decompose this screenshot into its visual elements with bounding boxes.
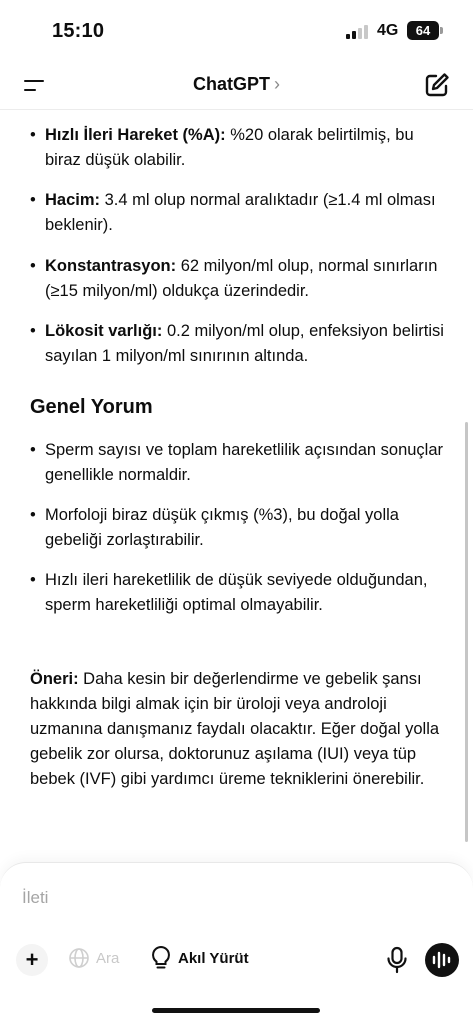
reason-label: Akıl Yürüt — [178, 949, 249, 967]
list-item — [45, 319, 445, 369]
list-item-text: 0.2 milyon/ml olup, enfeksiyon belirtisi sayılan 1 milyon/ml sınırının altında. — [45, 322, 444, 365]
globe-icon — [68, 947, 90, 969]
battery-tip — [440, 27, 443, 34]
edit-icon[interactable] — [423, 71, 451, 99]
network-type: 4G — [377, 22, 399, 39]
list-item-text: 3.4 ml olup normal aralıktadır (≥1.4 ml olması beklenir). — [45, 191, 436, 234]
chat-content — [0, 110, 473, 860]
list-item-text: %20 olarak belirtilmiş, bu biraz düşük olabilir. — [45, 126, 414, 169]
reason-button[interactable] — [150, 945, 249, 971]
model-title-label: ChatGPT — [192, 74, 270, 94]
status-bar — [0, 0, 473, 62]
list-item-label: Hızlı İleri Hareket (%A): — [45, 126, 226, 144]
list-item: • Morfoloji biraz düşük çıkmış (%3), bu doğal yolla gebeliği zorlaştırabilir. — [45, 503, 445, 553]
list-item-label: Lökosit varlığı: — [45, 322, 163, 340]
recommendation-paragraph — [30, 667, 442, 792]
list-item: • Sperm sayısı ve toplam hareketlilik açısından sonuçlar genellikle normaldir. — [45, 438, 445, 488]
signal-icon — [346, 25, 372, 39]
recommendation-label: Öneri: — [30, 670, 79, 688]
list-item: • Hızlı ileri hareketlilik de düşük seviyede olduğundan, sperm hareketliliği optimal olmayabilir. — [45, 568, 445, 618]
voice-waveform-icon[interactable] — [425, 943, 459, 977]
list-item-text: 62 milyon/ml olup, normal sınırların (≥15 milyon/ml) oldukça üzerindedir. — [45, 257, 438, 300]
add-button[interactable]: + — [16, 944, 48, 976]
chevron-right-icon: › — [274, 74, 280, 94]
message-input[interactable] — [22, 885, 442, 911]
status-time: 15:10 — [52, 20, 105, 42]
app-header — [0, 62, 473, 110]
recommendation-text: Daha kesin bir değerlendirme ve gebelik şansı hakkında bilgi almak için bir üroloji veya androloji uzmanına danışmanız faydalı olacaktır. Eğer doğal yolla gebelik zor olursa, doktorunuz aşılama (IUI) veya tüp bebek (IVF) gibi yardımcı üreme tekniklerini önerebilir. — [30, 670, 440, 788]
composer-toolbar — [0, 941, 473, 981]
battery-icon: 64 — [407, 21, 439, 40]
model-title[interactable] — [0, 74, 473, 95]
home-indicator — [152, 1008, 320, 1013]
microphone-icon[interactable] — [384, 946, 410, 974]
lightbulb-icon — [150, 945, 172, 971]
search-label: Ara — [96, 949, 120, 967]
list-item-label: Hacim: — [45, 191, 101, 209]
list-item — [45, 123, 445, 173]
search-button[interactable] — [68, 947, 119, 969]
list-item — [45, 254, 445, 304]
list-item-label: Konstantrasyon: — [45, 257, 177, 275]
scrollbar[interactable] — [465, 422, 468, 842]
list-item — [45, 188, 445, 238]
section-heading: Genel Yorum — [30, 396, 153, 418]
composer — [0, 862, 473, 1024]
